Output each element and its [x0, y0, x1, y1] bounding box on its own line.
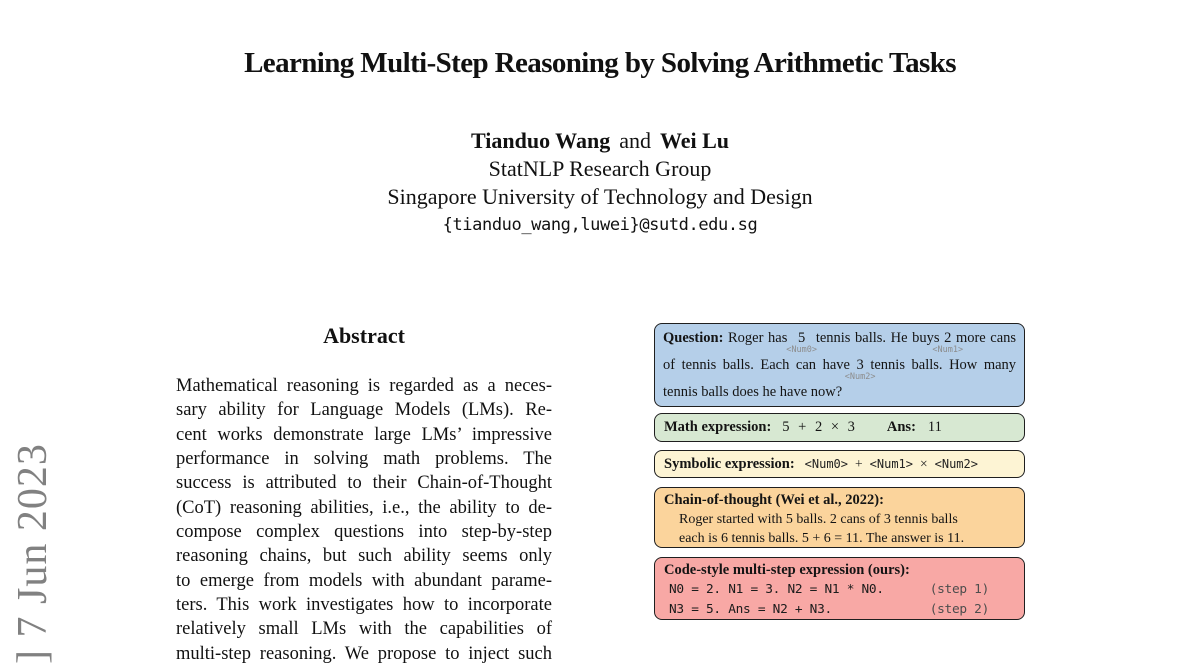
num2-tag: <Num2> — [844, 372, 876, 382]
author-conjunction: and — [619, 128, 651, 153]
figure-code-style-box — [654, 557, 1025, 620]
abstract-line: multi-step reasoning. We propose to inject such — [176, 643, 552, 664]
abstract-column — [176, 324, 552, 666]
question-text: tennis balls. He buys — [815, 330, 940, 346]
code-row-1 — [664, 580, 1015, 600]
answer-label: Ans: — [886, 419, 916, 435]
abstract-body — [176, 374, 552, 666]
question-label: Question: — [663, 330, 724, 346]
num0-tag: <Num0> — [786, 345, 817, 355]
affiliation-university: Singapore University of Technology and Design — [387, 184, 813, 209]
annotated-number-0 — [786, 330, 817, 355]
question-number: 3 — [856, 357, 864, 373]
figure-column — [654, 323, 1025, 620]
abstract-line: to emerge from models with abundant parame- — [176, 570, 552, 591]
question-text: tennis balls does he have now? — [663, 384, 843, 400]
symbolic-token-num1: <Num1> — [869, 457, 913, 471]
abstract-line: Mathematical reasoning is regarded as a neces- — [176, 376, 552, 396]
question-number: 2 — [944, 330, 952, 346]
abstract-line: success is attributed to their Chain-of-Thought — [176, 473, 552, 494]
num1-tag: <Num1> — [932, 345, 964, 355]
step-label: (step 2) — [929, 602, 989, 617]
code-line: N0 = 2. N1 = 3. N2 = N1 * N0. — [669, 582, 884, 597]
figure-math-expression-box — [654, 413, 1025, 442]
question-text: tennis balls. How many — [870, 357, 1017, 373]
abstract-line: performance in solving math problems. The — [176, 449, 552, 470]
authors-line — [0, 127, 1200, 155]
code-line: N3 = 5. Ans = N2 + N3. — [669, 602, 832, 617]
code-row-2 — [664, 600, 1015, 620]
plus-operator: + — [855, 456, 863, 471]
symbolic-expression-label: Symbolic expression: — [664, 455, 795, 472]
author-name-1: Tianduo Wang — [470, 128, 611, 153]
symbolic-token-num0: <Num0> — [804, 457, 849, 471]
figure-symbolic-expression-box — [654, 450, 1025, 478]
symbolic-tokens — [805, 456, 978, 472]
math-expression-label: Math expression: — [664, 419, 772, 435]
figure-question-box — [654, 323, 1025, 407]
question-number: 5 — [797, 330, 806, 346]
affiliation-group: StatNLP Research Group — [488, 156, 712, 181]
abstract-line: sary ability for Language Models (LMs). Re- — [176, 400, 552, 421]
abstract-heading: Abstract — [323, 323, 405, 348]
abstract-line: relatively small LMs with the capabilities of — [176, 619, 552, 640]
math-expression-value: 5 + 2 × 3 — [782, 419, 855, 435]
abstract-line: (CoT) reasoning abilities, i.e., the ability to de- — [176, 497, 552, 518]
abstract-line: reasoning chains, but such ability seems only — [176, 546, 552, 567]
step-label: (step 1) — [929, 582, 989, 597]
paper-title: Learning Multi-Step Reasoning by Solving Arithmetic Tasks — [244, 47, 956, 79]
times-operator: × — [920, 456, 928, 471]
question-line-2 — [663, 352, 1017, 382]
abstract-line: ters. This work investigates how to incorporate — [176, 595, 552, 616]
abstract-line: cent works demonstrate large LMs’ impressive — [176, 424, 552, 445]
chain-of-thought-title: Chain-of-thought (Wei et al., 2022): — [664, 492, 884, 508]
abstract-line: compose complex questions into step-by-step — [176, 522, 552, 543]
question-text: of tennis balls. Each can have — [663, 357, 850, 373]
arxiv-banner-text: ] 7 Jun 2023 — [10, 443, 56, 664]
figure-chain-of-thought-box — [654, 487, 1025, 548]
paper-header — [0, 45, 1200, 240]
question-text: more cans — [955, 330, 1017, 346]
code-style-title: Code-style multi-step expression (ours): — [664, 562, 910, 578]
author-name-2: Wei Lu — [659, 128, 730, 153]
question-line-3 — [663, 379, 1016, 406]
question-text: Roger has — [728, 330, 788, 346]
chain-of-thought-line: Roger started with 5 balls. 2 cans of 3 tennis balls — [679, 512, 958, 527]
answer-value: 11 — [927, 419, 942, 435]
annotated-number-2 — [844, 357, 876, 382]
symbolic-token-num2: <Num2> — [934, 457, 978, 471]
question-line-1 — [663, 325, 1017, 355]
chain-of-thought-line: each is 6 tennis balls. 5 + 6 = 11. The answer is 11. — [679, 531, 965, 546]
annotated-number-1 — [932, 330, 964, 355]
author-emails: {tianduo_wang,luwei}@sutd.edu.sg — [442, 215, 758, 235]
